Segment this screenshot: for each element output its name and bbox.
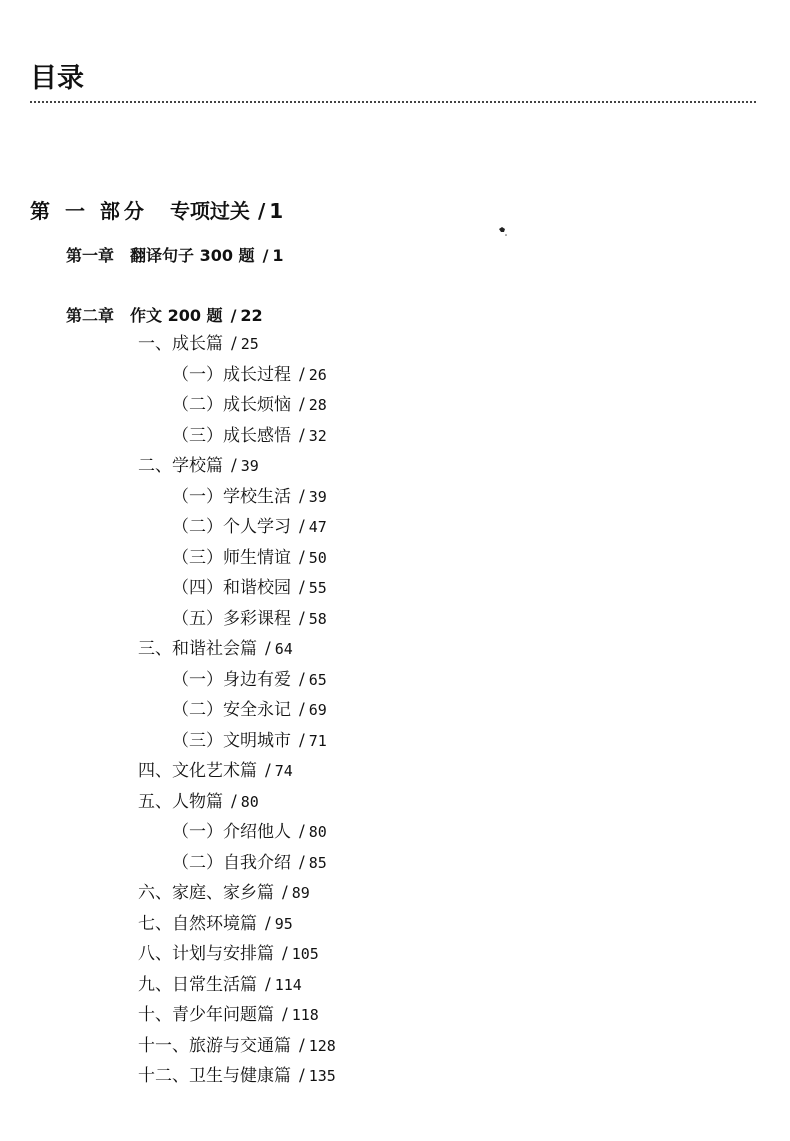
toc-entry[interactable] <box>172 364 327 386</box>
toc-chapter-2[interactable] <box>66 303 263 326</box>
toc-entry-label: 十一、旅游与交通篇 <box>138 1035 291 1056</box>
toc-entry[interactable] <box>172 608 327 630</box>
toc-entry-page: 32 <box>308 426 327 445</box>
toc-entry-separator: / <box>299 578 305 598</box>
toc-entry-separator: / <box>299 608 305 629</box>
toc-entry[interactable] <box>138 333 259 355</box>
toc-entry[interactable] <box>172 425 327 447</box>
toc-entry[interactable] <box>138 913 293 935</box>
toc-entry-label: （一）学校生活 <box>172 486 291 507</box>
toc-entry-label: （四）和谐校园 <box>172 578 291 598</box>
toc-entry[interactable] <box>172 394 327 416</box>
toc-entry[interactable] <box>172 547 327 569</box>
toc-entry-page: 105 <box>291 945 319 963</box>
chapter-page: 1 <box>272 246 284 265</box>
toc-entry-label: （一）介绍他人 <box>172 822 291 842</box>
toc-entry-separator: / <box>299 486 305 507</box>
toc-entry-separator: / <box>299 517 305 537</box>
toc-entry[interactable] <box>172 669 327 691</box>
toc-entry-page: 135 <box>308 1067 336 1085</box>
toc-entry-page: 114 <box>274 975 302 994</box>
toc-entry[interactable] <box>172 577 327 599</box>
toc-entry-page: 80 <box>240 792 259 811</box>
chapter-page: 22 <box>240 306 263 325</box>
toc-entry-separator: / <box>299 1066 305 1086</box>
toc-entry-separator: / <box>299 700 305 720</box>
toc-entry-separator: / <box>299 395 305 415</box>
toc-entry-page: 25 <box>240 335 259 353</box>
toc-entry-page: 118 <box>291 1006 319 1024</box>
toc-entry-page: 69 <box>308 701 327 719</box>
chapter-name: 翻译句子 300 题 <box>130 246 255 265</box>
scan-speck-mark <box>497 226 509 238</box>
toc-entry-separator: / <box>299 1035 305 1056</box>
chapter-number: 第二章 <box>66 306 115 325</box>
chapter-separator: / <box>262 246 269 265</box>
toc-entry-separator: / <box>231 334 237 354</box>
toc-entry[interactable] <box>172 486 327 508</box>
toc-entry-label: 十、青少年问题篇 <box>138 1005 274 1025</box>
toc-entry[interactable] <box>138 760 293 782</box>
toc-entry-page: 39 <box>240 457 259 475</box>
toc-entry-page: 74 <box>274 762 293 780</box>
toc-entry[interactable] <box>138 943 319 965</box>
toc-entry-label: 二、学校篇 <box>138 456 223 476</box>
page-title: 目录 <box>30 63 84 94</box>
toc-entry[interactable] <box>138 1065 336 1087</box>
part-page: 1 <box>269 199 284 223</box>
part-separator: / <box>257 199 266 223</box>
toc-entry-page: 80 <box>308 823 327 841</box>
toc-entry-label: （二）成长烦恼 <box>172 395 291 415</box>
toc-entry-separator: / <box>282 944 288 964</box>
toc-entry-label: （三）师生情谊 <box>172 547 291 568</box>
toc-entry-separator: / <box>282 883 288 903</box>
toc-entry-label: 十二、卫生与健康篇 <box>138 1066 291 1086</box>
toc-entry-page: 55 <box>308 579 327 597</box>
toc-entry-label: 五、人物篇 <box>138 791 223 812</box>
toc-entry-separator: / <box>299 822 305 842</box>
toc-entry-page: 47 <box>308 518 327 536</box>
toc-entry[interactable] <box>138 455 259 477</box>
toc-entry-label: （一）成长过程 <box>172 364 291 385</box>
toc-entry-page: 28 <box>308 396 327 414</box>
toc-entry-page: 89 <box>291 884 310 902</box>
toc-entry-page: 39 <box>308 487 327 506</box>
toc-entry-separator: / <box>231 791 237 812</box>
toc-entry-label: 六、家庭、家乡篇 <box>138 883 274 903</box>
toc-entry[interactable] <box>138 1004 319 1026</box>
toc-entry-page: 65 <box>308 670 327 689</box>
toc-entry[interactable] <box>172 516 327 538</box>
chapter-name: 作文 200 题 <box>130 306 223 325</box>
toc-entry-label: （五）多彩课程 <box>172 608 291 629</box>
toc-entry-page: 95 <box>274 914 293 933</box>
toc-entry-page: 85 <box>308 853 327 872</box>
toc-entry-page: 71 <box>308 731 327 750</box>
dotted-divider <box>30 101 756 103</box>
toc-entry-page: 26 <box>308 365 327 384</box>
toc-entry[interactable] <box>172 852 327 874</box>
toc-entry-separator: / <box>299 852 305 873</box>
toc-entry-page: 50 <box>308 548 327 567</box>
toc-entry-label: （二）安全永记 <box>172 700 291 720</box>
toc-entry[interactable] <box>172 730 327 752</box>
toc-entry-label: 八、计划与安排篇 <box>138 944 274 964</box>
toc-entry-page: 128 <box>308 1036 336 1055</box>
toc-entry-separator: / <box>282 1005 288 1025</box>
toc-entry[interactable] <box>138 638 293 660</box>
toc-entry-page: 64 <box>274 640 293 658</box>
toc-entry-label: 九、日常生活篇 <box>138 974 257 995</box>
toc-entry-separator: / <box>265 974 271 995</box>
toc-entry-label: （二）自我介绍 <box>172 852 291 873</box>
toc-entry-separator: / <box>231 456 237 476</box>
toc-entry-label: 四、文化艺术篇 <box>138 761 257 781</box>
toc-entry-label: （一）身边有爱 <box>172 669 291 690</box>
toc-entry-label: （三）文明城市 <box>172 730 291 751</box>
toc-entry-separator: / <box>265 761 271 781</box>
toc-entry-separator: / <box>299 547 305 568</box>
toc-entry-label: 七、自然环境篇 <box>138 913 257 934</box>
toc-entry-label: （三）成长感悟 <box>172 425 291 446</box>
chapter-separator: / <box>230 306 237 325</box>
toc-entry-label: 一、成长篇 <box>138 334 223 354</box>
toc-entry-page: 58 <box>308 609 327 628</box>
toc-entry[interactable] <box>138 791 259 813</box>
toc-entry[interactable] <box>138 974 302 996</box>
toc-entry-separator: / <box>299 425 305 446</box>
part-number: 第 一 部分 <box>30 199 148 223</box>
toc-entry-separator: / <box>265 639 271 659</box>
toc-entry-separator: / <box>299 730 305 751</box>
toc-part-1[interactable] <box>30 195 283 224</box>
toc-entry-separator: / <box>265 913 271 934</box>
toc-entry[interactable] <box>138 882 310 904</box>
toc-entry-separator: / <box>299 669 305 690</box>
toc-entry[interactable] <box>138 1035 336 1057</box>
toc-chapter-1[interactable] <box>66 243 284 266</box>
toc-entry[interactable] <box>172 699 327 721</box>
toc-entry-label: （二）个人学习 <box>172 517 291 537</box>
toc-entry-separator: / <box>299 364 305 385</box>
toc-entry[interactable] <box>172 821 327 843</box>
chapter-number: 第一章 <box>66 246 115 265</box>
part-name: 专项过关 <box>169 199 250 223</box>
toc-entry-label: 三、和谐社会篇 <box>138 639 257 659</box>
